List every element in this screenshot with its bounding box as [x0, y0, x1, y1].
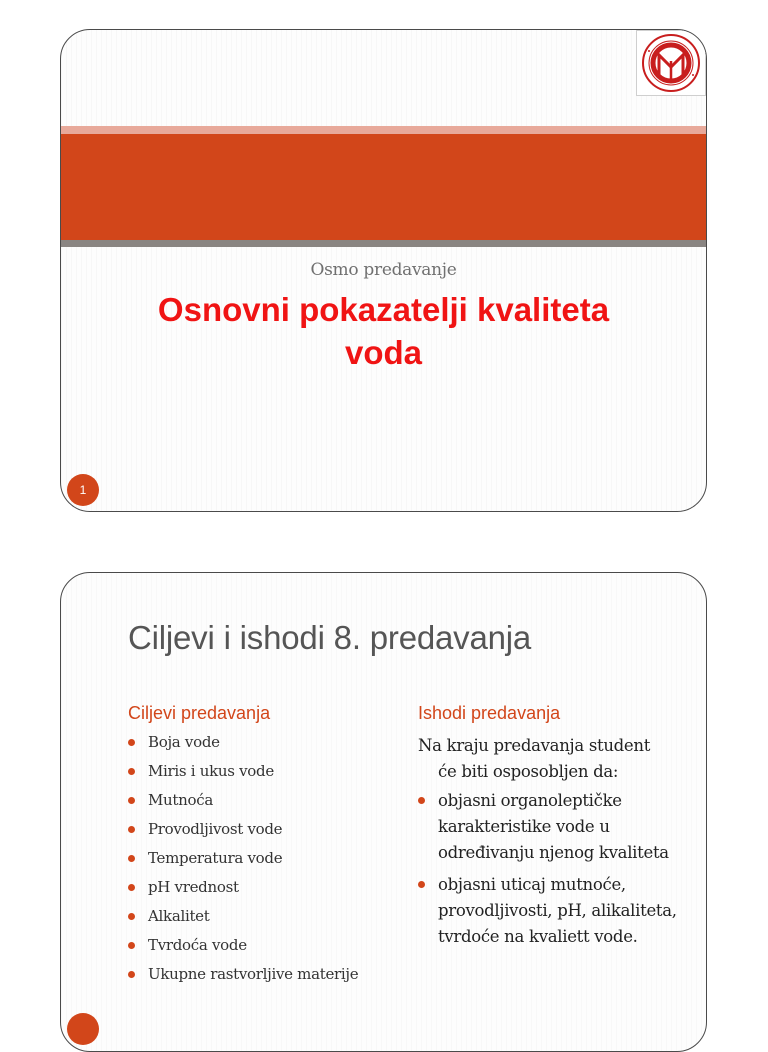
list-item: Tvrdoća vode — [128, 936, 358, 965]
outcomes-intro — [418, 733, 688, 785]
bullet-dot-icon — [128, 884, 135, 891]
slide-2 — [60, 572, 707, 1052]
list-item: Mutnoća — [128, 791, 358, 820]
slide-title: Ciljevi i ishodi 8. predavanja — [128, 619, 532, 656]
goals-heading: Ciljevi predavanja — [128, 703, 271, 723]
list-item: Ukupne rastvorljive materije — [128, 965, 358, 994]
intro-line-2: će biti osposobljen da: — [438, 762, 619, 781]
bullet-dot-icon — [128, 971, 135, 978]
bullet-dot-icon — [128, 797, 135, 804]
intro-line-1: Na kraju predavanja student — [418, 736, 651, 755]
bullet-dot-icon — [128, 739, 135, 746]
list-item: objasni uticaj mutnoće, provodljivosti, pH, alikaliteta, tvrdoće na kvaliett vode. — [418, 872, 678, 950]
slide-1 — [60, 29, 707, 512]
header-band-gray — [61, 240, 706, 247]
list-item: Alkalitet — [128, 907, 358, 936]
list-item: Provodljivost vode — [128, 820, 358, 849]
goals-list — [128, 733, 358, 994]
list-item: objasni organoleptičke karakteristike vode u određivanju njenog kvaliteta — [418, 788, 678, 866]
bullet-dot-icon — [128, 942, 135, 949]
list-item: Temperatura vode — [128, 849, 358, 878]
list-item: Miris i ukus vode — [128, 762, 358, 791]
outcomes-list — [418, 788, 678, 956]
slide-title — [91, 288, 676, 374]
slide-subtitle: Osmo predavanje — [310, 260, 457, 280]
header-band — [61, 134, 706, 240]
bullet-dot-icon — [418, 797, 425, 804]
list-item: Boja vode — [128, 733, 358, 762]
bullet-dot-icon — [128, 768, 135, 775]
slide-title-line-1: Osnovni pokazatelji kvaliteta — [157, 291, 610, 328]
outcomes-heading: Ishodi predavanja — [418, 703, 561, 723]
page-number-badge: 1 — [67, 474, 99, 506]
list-item: pH vrednost — [128, 878, 358, 907]
slide-title-line-2: voda — [344, 334, 423, 371]
header-band-light — [61, 126, 706, 134]
university-logo-icon — [636, 30, 706, 96]
bullet-dot-icon — [128, 913, 135, 920]
page-number-badge — [67, 1013, 99, 1045]
bullet-dot-icon — [128, 855, 135, 862]
bullet-dot-icon — [128, 826, 135, 833]
bullet-dot-icon — [418, 881, 425, 888]
